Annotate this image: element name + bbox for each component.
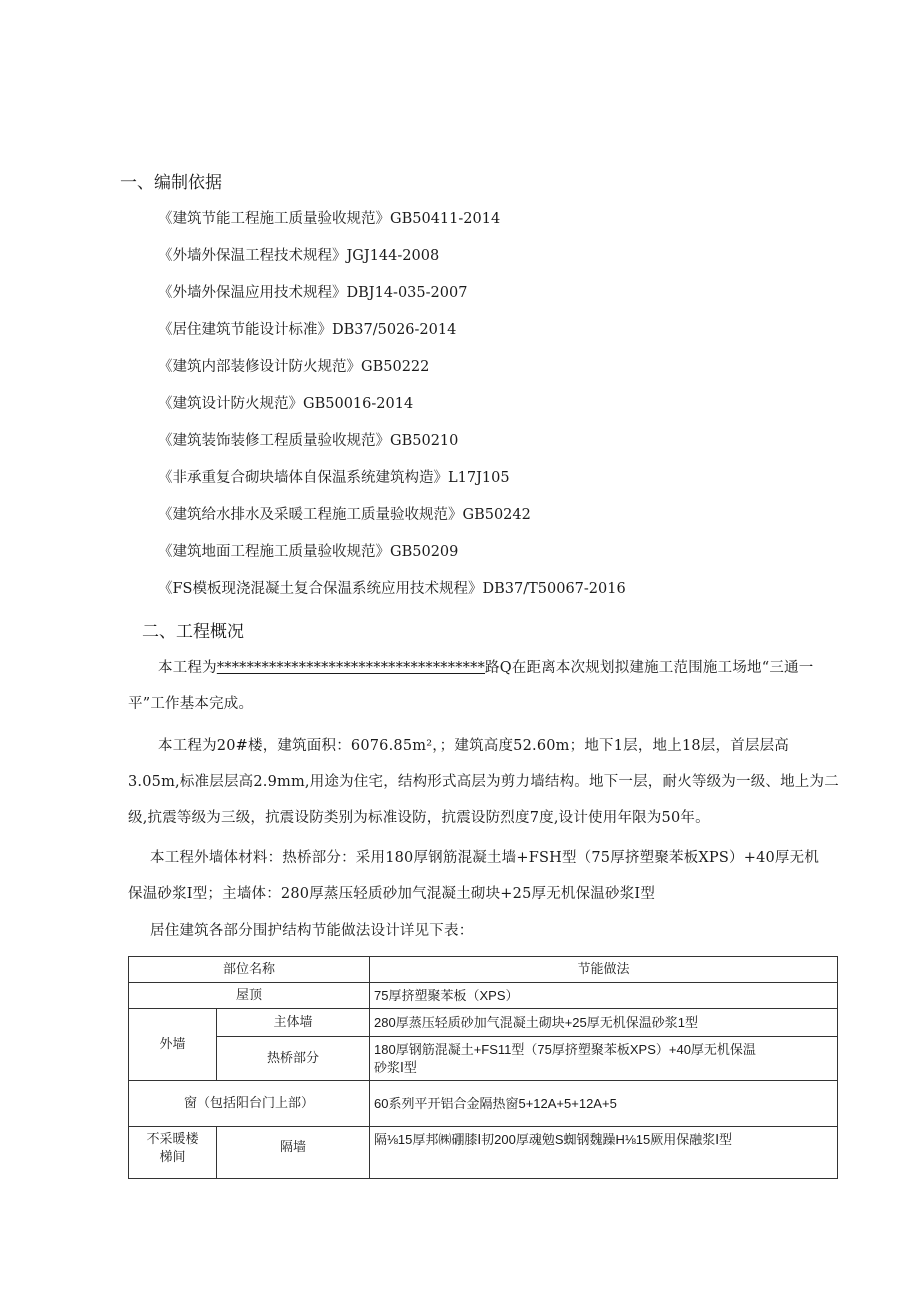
- p2-line2: 3.05m,标准层层高2.9mm,用途为住宅，结构形式高层为剪力墙结构。地下一层，耐火等级为一级、地上为二: [128, 774, 839, 790]
- table-row: [129, 983, 838, 1009]
- table-row: [129, 957, 838, 983]
- partition-method: 隔⅛15厚邦㈱硼膝Ⅰ㓞200厚魂勉S蜘钢魏躁H⅛15厥用保融浆Ⅰ型: [370, 1127, 838, 1179]
- reference-item: 《建筑给水排水及采暖工程施工质量验收规范》GB50242: [158, 507, 531, 523]
- bridge-label: 热桥部分: [217, 1037, 370, 1081]
- table-row: [129, 1127, 838, 1179]
- bridge-method-line1: 180厚钢筋混凝土+FS11型（75厚挤塑聚苯板XPS）+40厚无机保温: [374, 1041, 756, 1057]
- p3-line2: 保温砂浆Ⅰ型；主墙体：280厚蒸压轻质砂加气混凝土砌块+25厚无机保温砂浆Ⅰ型: [128, 886, 656, 902]
- main-wall-label: 主体墙: [217, 1009, 370, 1037]
- window-method: 60系列平开铝合金隔热窗5+12A+5+12A+5: [370, 1081, 838, 1127]
- p3-line1: 本工程外墙体材料：热桥部分：采用180厚钢筋混凝土墙+FSH型（75厚挤塑聚苯板XPS）+40厚无机: [150, 850, 820, 866]
- energy-spec-table: [128, 956, 838, 1179]
- reference-item: 《外墙外保温应用技术规程》DBJ14-035-2007: [158, 285, 468, 301]
- outer-wall-label: 外墙: [129, 1009, 217, 1081]
- reference-item: 《非承重复合砌块墙体自保温系统建筑构造》L17J105: [158, 470, 510, 486]
- header-method: 节能做法: [370, 957, 838, 983]
- reference-item: 《建筑地面工程施工质量验收规范》GB50209: [158, 544, 459, 560]
- reference-item: 《建筑装饰装修工程质量验收规范》GB50210: [158, 433, 459, 449]
- stair-label-line1: 不采暖楼: [146, 1132, 199, 1147]
- roof-label: 屋顶: [129, 983, 370, 1009]
- stair-label: [129, 1127, 217, 1179]
- p2-line1: 本工程为20#楼，建筑面积：6076.85m²，；建筑高度52.60m；地下1层，地上18层，首层层高: [158, 738, 790, 754]
- p1-redacted: ************************************: [216, 660, 486, 676]
- section2-heading: 二、工程概况: [142, 622, 244, 642]
- section1-heading: 一、编制依据: [120, 173, 222, 193]
- p4: 居住建筑各部分围护结构节能做法设计详见下表：: [150, 923, 474, 939]
- header-part: 部位名称: [129, 957, 370, 983]
- partition-label: 隔墙: [217, 1127, 370, 1179]
- reference-item: 《FS模板现浇混凝土复合保温系统应用技术规程》DB37/T50067-2016: [158, 581, 626, 597]
- window-label: 窗（包括阳台门上部）: [129, 1081, 370, 1127]
- p1-line2: 平”工作基本完成。: [128, 696, 254, 712]
- reference-item: 《建筑节能工程施工质量验收规范》GB50411-2014: [158, 211, 501, 227]
- overview-paragraph-1: [158, 656, 813, 677]
- table-row: [129, 1009, 838, 1037]
- reference-item: 《建筑内部装修设计防火规范》GB50222: [158, 359, 430, 375]
- main-wall-method: 280厚蒸压轻质砂加气混凝土砌块+25厚无机保温砂浆1型: [370, 1009, 838, 1037]
- roof-method: 75厚挤塑聚苯板（XPS）: [370, 983, 838, 1009]
- bridge-method: [370, 1037, 838, 1081]
- stair-label-line2: 梯间: [159, 1150, 186, 1165]
- table-row: [129, 1037, 838, 1081]
- bridge-method-line2: 砂浆Ⅰ型: [374, 1059, 417, 1075]
- p1-rest: 路Q在距离本次规划拟建施工范围施工场地“三通一: [485, 660, 814, 676]
- table-row: [129, 1081, 838, 1127]
- reference-item: 《外墙外保温工程技术规程》JGJ144-2008: [158, 248, 440, 264]
- reference-item: 《建筑设计防火规范》GB50016-2014: [158, 396, 414, 412]
- reference-item: 《居住建筑节能设计标准》DB37/5026-2014: [158, 322, 457, 338]
- p1-prefix: 本工程为: [158, 660, 217, 676]
- p2-line3: 级,抗震等级为三级，抗震设防类别为标准设防，抗震设防烈度7度,设计使用年限为50年。: [128, 810, 710, 826]
